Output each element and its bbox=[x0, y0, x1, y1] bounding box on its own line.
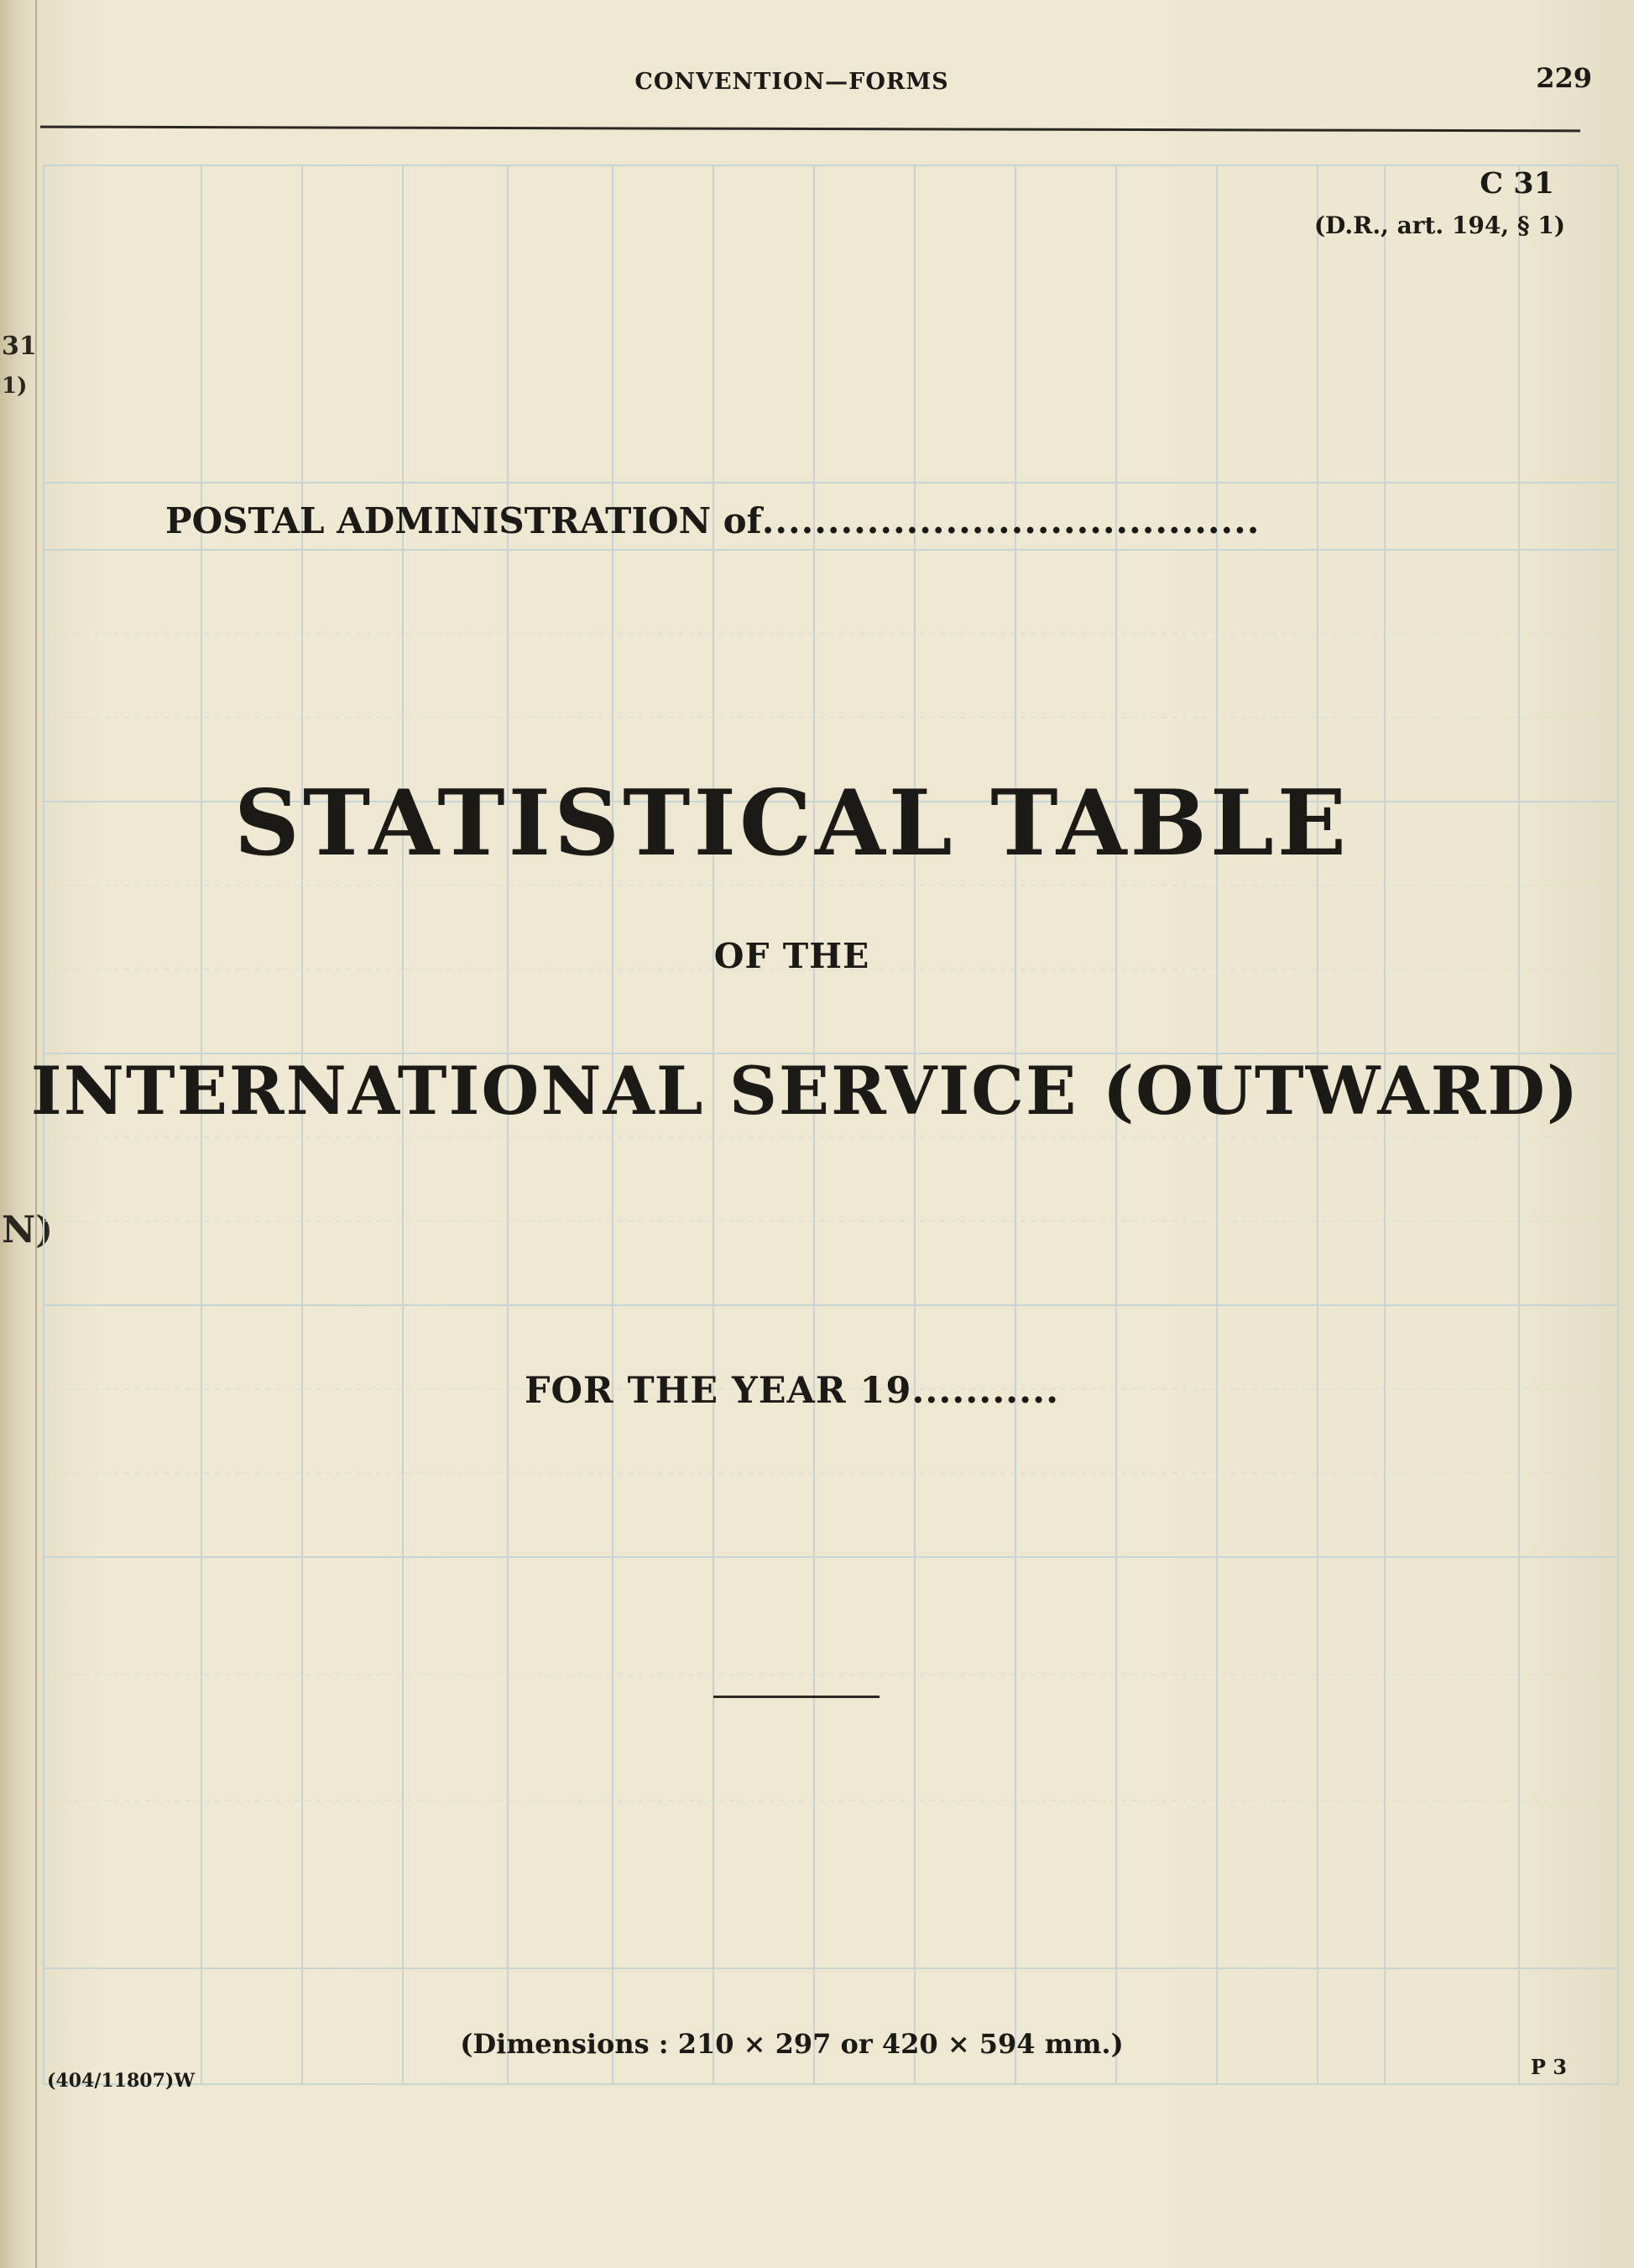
page-number: 229 bbox=[1536, 62, 1592, 94]
title-connector: OF THE bbox=[713, 936, 870, 976]
postal-administration-line bbox=[165, 500, 1260, 541]
postal-administration-label: POSTAL ADMINISTRATION of bbox=[165, 500, 762, 541]
binding-strip bbox=[0, 0, 54, 2268]
binding-fragment: 1) bbox=[2, 374, 28, 399]
divider-rule bbox=[713, 1696, 880, 1698]
fill-in-blank: ...................................... bbox=[761, 500, 1261, 541]
dimensions-note: (Dimensions : 210 × 297 or 420 × 594 mm.) bbox=[460, 2028, 1124, 2060]
binding-fragment: 31 bbox=[2, 332, 37, 361]
header-rule bbox=[40, 126, 1580, 133]
printer-code: (404/11807)W bbox=[47, 2070, 196, 2092]
year-line: FOR THE YEAR 19........... bbox=[524, 1370, 1060, 1412]
form-code: C 31 bbox=[1480, 166, 1554, 201]
binding-fragment: N) bbox=[2, 1209, 54, 1252]
service-title: INTERNATIONAL SERVICE (OUTWARD) bbox=[30, 1052, 1580, 1130]
signature-mark: P 3 bbox=[1530, 2055, 1567, 2079]
document-title: STATISTICAL TABLE bbox=[233, 771, 1350, 876]
form-reference: (D.R., art. 194, § 1) bbox=[1313, 212, 1565, 239]
running-head: CONVENTION—FORMS bbox=[634, 69, 949, 95]
